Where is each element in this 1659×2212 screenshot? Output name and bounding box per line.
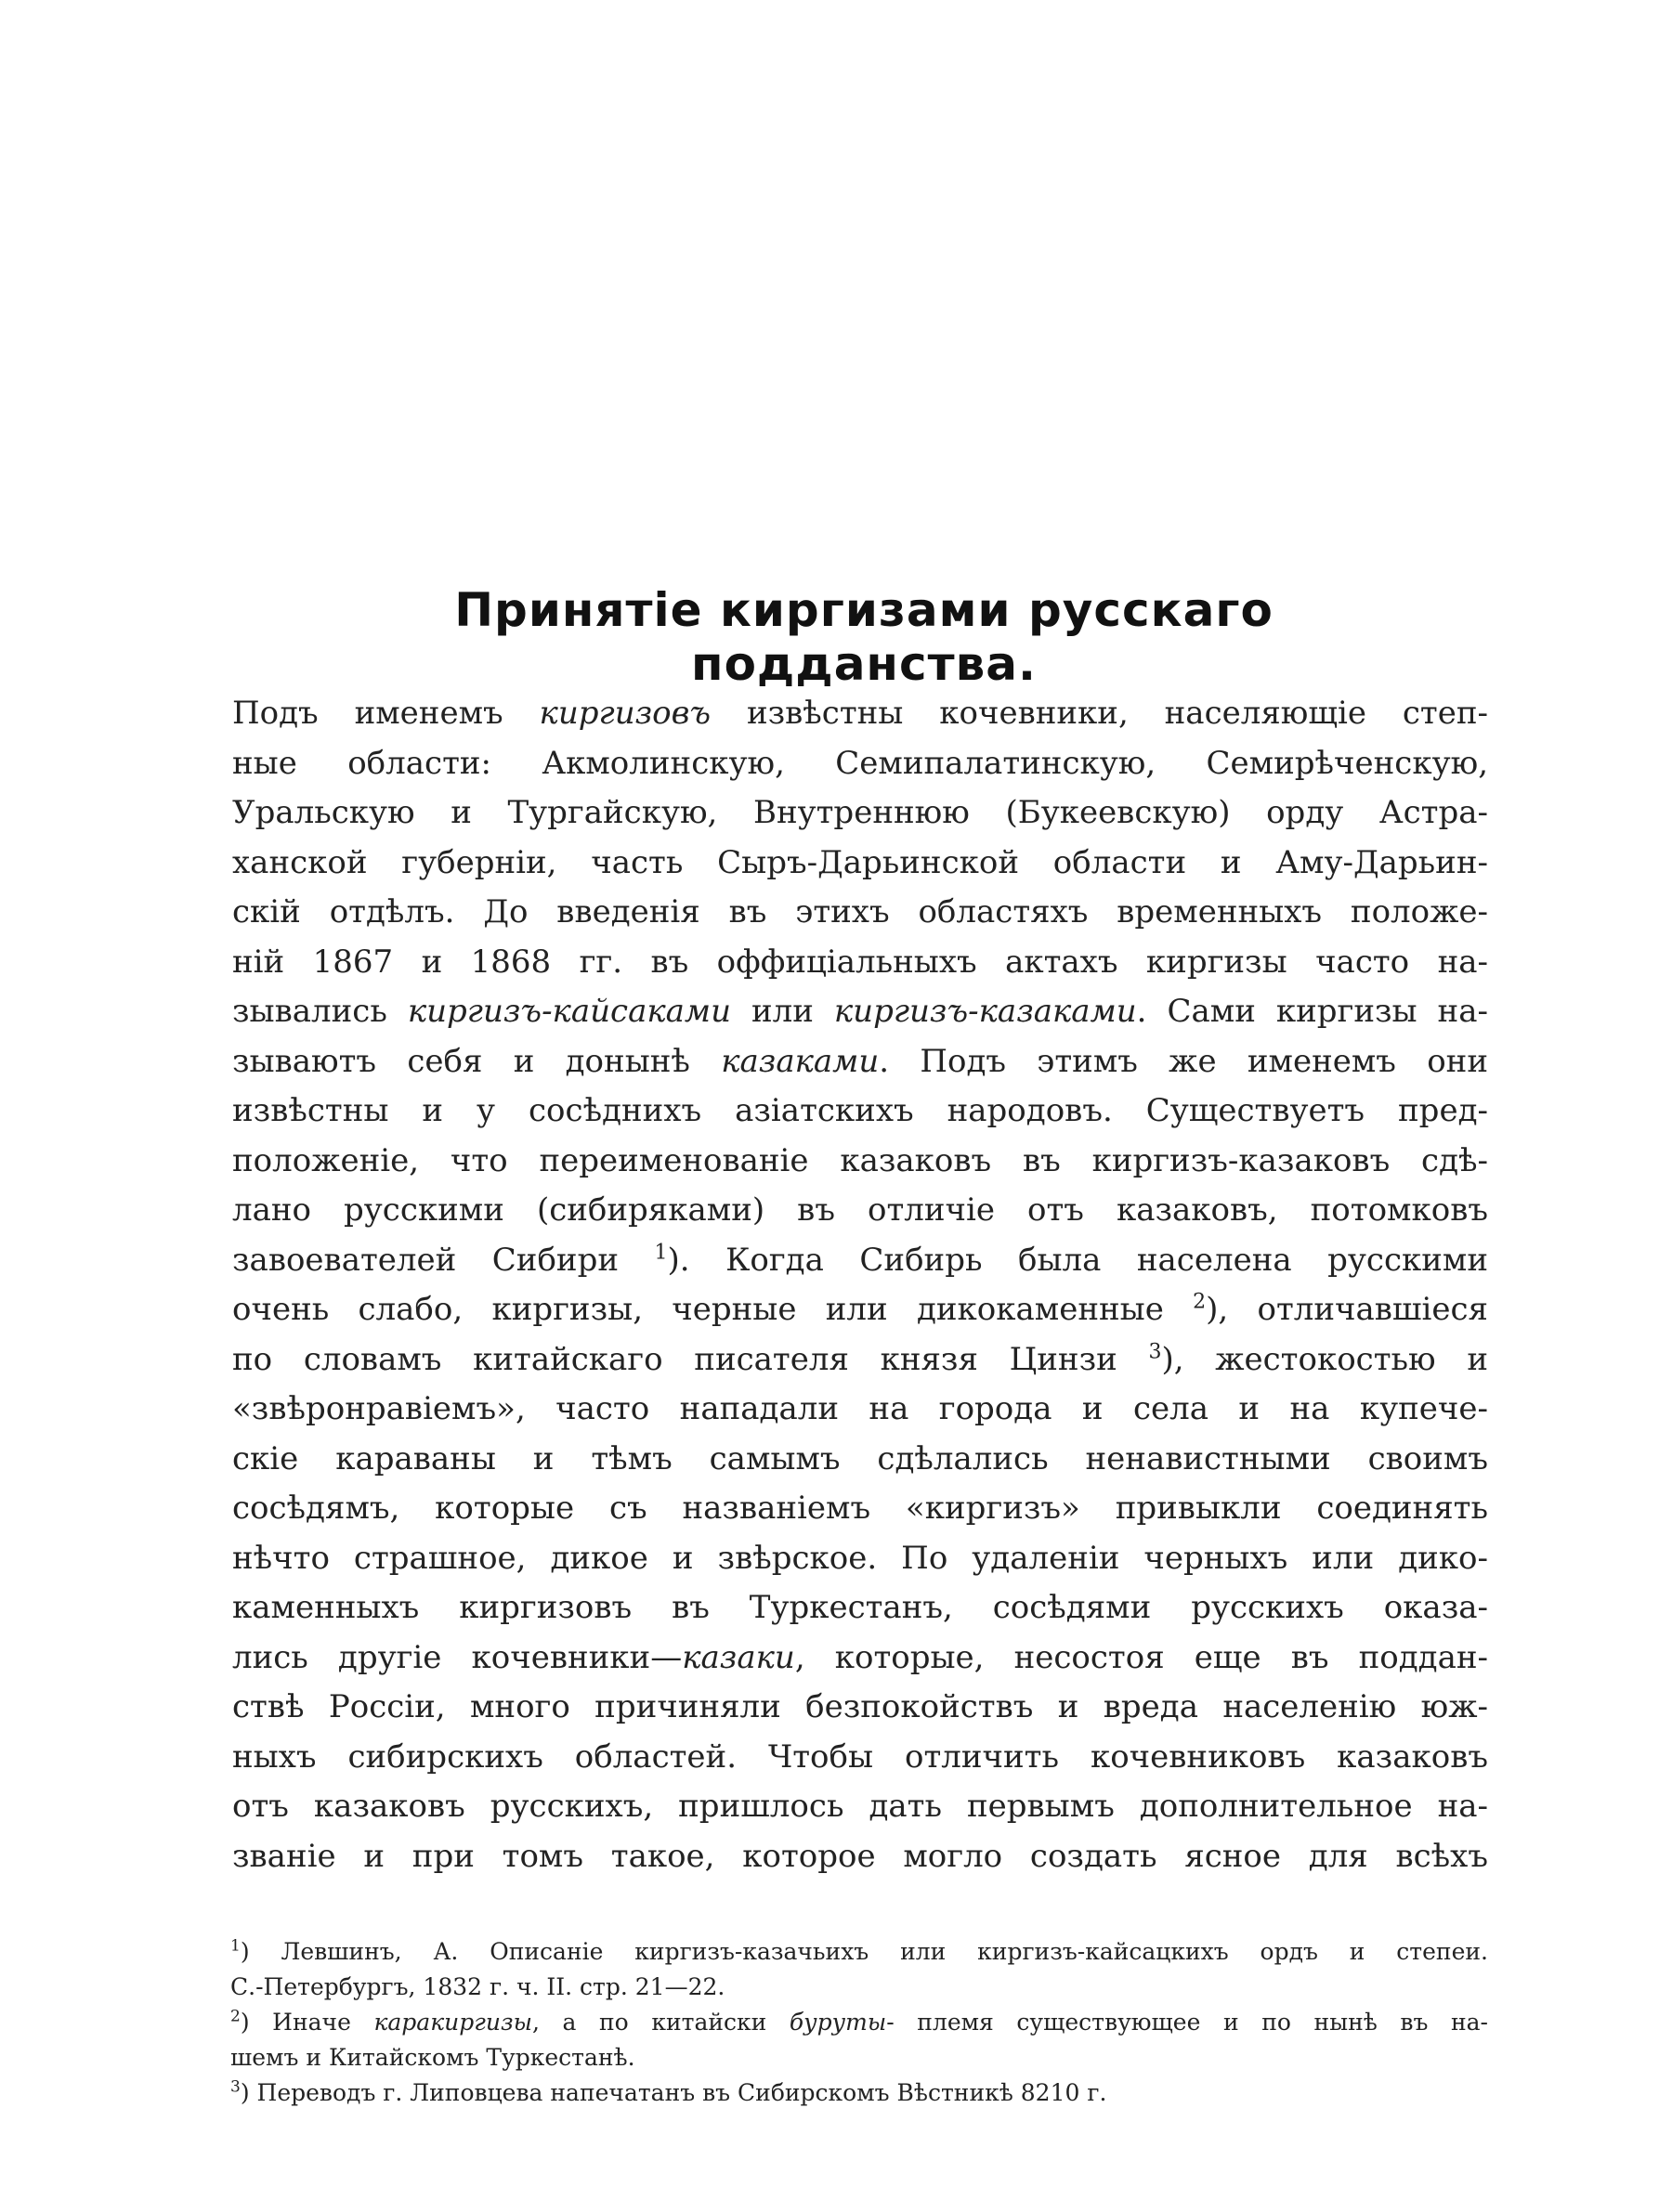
text-run: , а по китайски	[531, 2009, 790, 2036]
footnote-line	[230, 2075, 1488, 2111]
text-run: Подъ именемъ	[232, 695, 540, 732]
body-line	[232, 1733, 1488, 1783]
footnote-marker: 1	[654, 1241, 668, 1265]
body-line	[232, 888, 1488, 938]
text-run: отъ казаковъ русскихъ, пришлось дать первымъ дополнительное на-	[232, 1788, 1488, 1825]
body-line	[232, 689, 1488, 739]
text-run: С.-Петербургъ, 1832 г. ч. II. стр. 21—22.	[230, 1973, 725, 2000]
body-line	[232, 1782, 1488, 1832]
body-line	[232, 1236, 1488, 1286]
text-run: каменныхъ киргизовъ въ Туркестанъ, сосѣдями русскихъ оказа-	[232, 1589, 1488, 1626]
body-line	[232, 1534, 1488, 1584]
text-run: зываютъ себя и донынѣ	[232, 1042, 722, 1080]
footnote-marker: 3	[1148, 1340, 1162, 1364]
body-line	[232, 1435, 1488, 1485]
text-run: лано русскими (сибиряками) въ отличіе отъ казаковъ, потомковъ	[232, 1191, 1488, 1229]
text-run: шемъ и Китайскомъ Туркестанѣ.	[230, 2044, 635, 2071]
body-line	[232, 1832, 1488, 1882]
italic-term: буруты	[789, 2009, 887, 2036]
text-run: сосѣдямъ, которые съ названіемъ «киргизъ» привыкли соединять	[232, 1490, 1488, 1527]
body-line	[232, 938, 1488, 988]
footnote-line	[230, 1970, 1488, 2005]
italic-term: киргизовъ	[539, 695, 712, 732]
body-line	[232, 1186, 1488, 1236]
page-title: Принятіе киргизами русскаго подданства.	[454, 583, 1274, 691]
body-line	[232, 1335, 1488, 1386]
text-run: ), отличавшіеся	[1206, 1291, 1489, 1328]
body-line	[232, 1633, 1488, 1684]
body-line	[232, 1385, 1488, 1435]
text-run: . Подъ этимъ же именемъ они	[879, 1042, 1489, 1080]
footnote-marker: 1	[230, 1936, 241, 1956]
text-run: , которые, несостоя еще въ поддан-	[794, 1638, 1488, 1676]
text-run: ) Левшинъ, А. Описаніе киргизъ-казачьихъ или киргизъ-кайсацкихъ ордъ и степеи.	[240, 1938, 1488, 1965]
text-run: ханской губерніи, часть Сыръ-Дарьинской области и Аму-Дарьин-	[232, 843, 1488, 881]
footnotes	[230, 1934, 1488, 2111]
text-run: ), жестокостью и	[1161, 1340, 1488, 1378]
text-run: зывались	[232, 993, 408, 1030]
text-run: лись другіе кочевники—	[232, 1638, 683, 1676]
text-run: «звѣронравіемъ», часто нападали на города и села и на купече-	[232, 1390, 1488, 1427]
italic-term: киргизъ-казаками	[833, 993, 1137, 1030]
text-run: ). Когда Сибирь была населена русскими	[667, 1241, 1488, 1279]
body-line	[232, 1683, 1488, 1733]
body-line	[232, 839, 1488, 889]
text-run: по словамъ китайскаго писателя князя Цинзи	[232, 1340, 1149, 1378]
text-run: извѣстны кочевники, населяющіе степ-	[711, 695, 1488, 732]
text-run: - племя существующее и по нынѣ въ на-	[886, 2009, 1489, 2036]
body-line	[232, 788, 1488, 839]
text-run: ) Переводъ г. Липовцева напечатанъ въ Сибирскомъ Вѣстникѣ 8210 г.	[240, 2079, 1107, 2106]
body-line	[232, 1484, 1488, 1534]
text-run: скіе караваны и тѣмъ самымъ сдѣлались ненавистными своимъ	[232, 1439, 1488, 1477]
body-line	[232, 1583, 1488, 1633]
text-run: положеніе, что переименованіе казаковъ въ киргизъ-казаковъ сдѣ-	[232, 1141, 1488, 1179]
text-run: нѣчто страшное, дикое и звѣрское. По удаленіи черныхъ или дико-	[232, 1539, 1488, 1577]
text-run: ныхъ сибирскихъ областей. Чтобы отличить кочевниковъ казаковъ	[232, 1737, 1488, 1776]
body-line	[232, 1086, 1488, 1137]
footnote-marker: 2	[1193, 1290, 1207, 1314]
text-run: очень слабо, киргизы, черные или дикокаменные	[232, 1291, 1194, 1328]
body-line	[232, 987, 1488, 1037]
text-run: Уральскую и Тургайскую, Внутреннюю (Букеевскую) орду Астра-	[232, 794, 1488, 831]
text-run: званіе и при томъ такое, которое могло создать ясное для всѣхъ	[232, 1837, 1488, 1875]
text-run: или	[731, 993, 834, 1030]
text-run: ній 1867 и 1868 гг. въ оффиціальныхъ актахъ киргизы часто на-	[232, 943, 1488, 981]
text-run: ) Иначе	[240, 2009, 374, 2036]
footnote-line	[230, 2005, 1488, 2040]
body-line	[232, 739, 1488, 789]
body-line	[232, 1285, 1488, 1335]
italic-term: каракиргизы	[373, 2009, 532, 2036]
footnote-marker: 3	[230, 2077, 241, 2097]
text-run: извѣстны и у сосѣднихъ азіатскихъ народовъ. Существуетъ пред-	[232, 1092, 1488, 1129]
italic-term: казаками	[721, 1042, 880, 1080]
text-run: ные области: Акмолинскую, Семипалатинскую, Семирѣченскую,	[232, 744, 1488, 782]
text-run: скій отдѣлъ. До введенія въ этихъ областяхъ временныхъ положе-	[232, 893, 1488, 930]
text-run: завоевателей Сибири	[232, 1241, 655, 1279]
footnote-line	[230, 2040, 1488, 2075]
footnote-line	[230, 1934, 1488, 1970]
text-run: ствѣ Россіи, много причиняли безпокойствъ и вреда населенію юж-	[232, 1688, 1488, 1725]
italic-term: казаки	[682, 1638, 795, 1676]
footnote-marker: 2	[230, 2007, 241, 2026]
main-text	[232, 689, 1488, 1881]
italic-term: киргизъ-кайсаками	[407, 993, 731, 1030]
body-line	[232, 1137, 1488, 1187]
text-run: . Сами киргизы на-	[1136, 993, 1488, 1030]
body-line	[232, 1037, 1488, 1087]
